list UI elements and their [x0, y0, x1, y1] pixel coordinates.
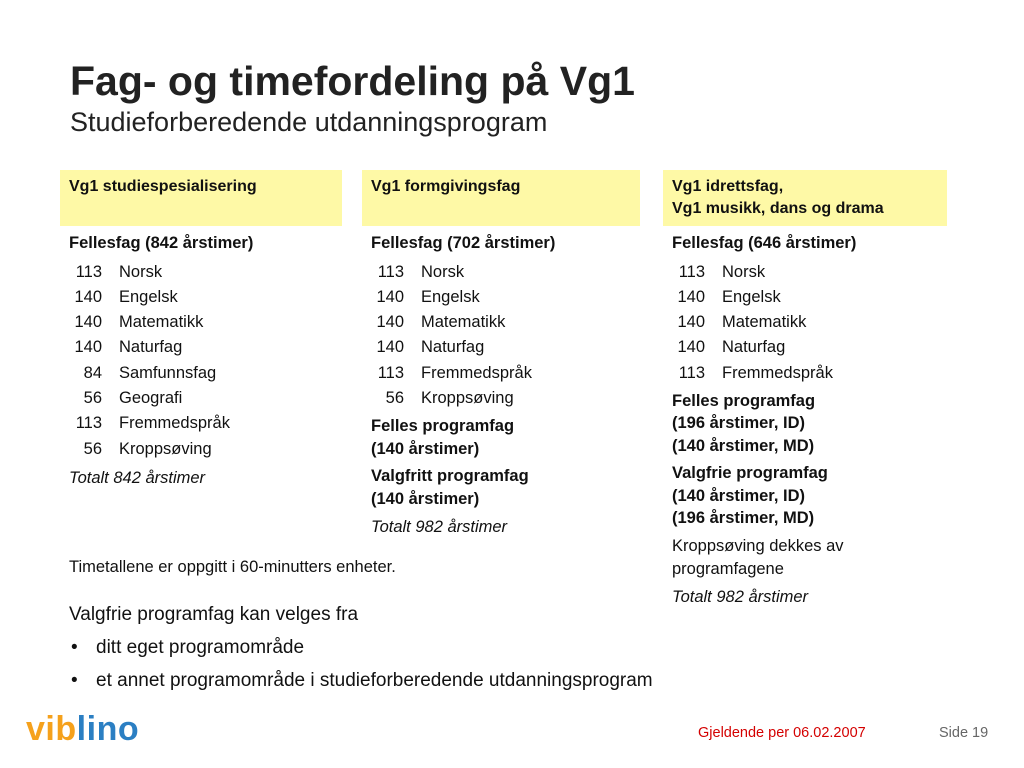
subject-name: Engelsk — [722, 287, 781, 306]
subject-name: Engelsk — [119, 287, 178, 306]
column-header-line: Vg1 musikk, dans og drama — [672, 200, 884, 217]
column-studiespesialisering — [60, 170, 342, 491]
subject-row — [69, 411, 333, 436]
subject-hours: 140 — [74, 313, 102, 332]
subject-name: Naturfag — [119, 338, 183, 357]
section-title — [672, 462, 938, 530]
subject-row — [69, 361, 333, 386]
column-header-line: Vg1 idrettsfag, — [672, 178, 784, 195]
subject-row — [371, 260, 631, 285]
subject-row — [371, 285, 631, 310]
subject-row — [672, 361, 938, 386]
bullet-text: et annet programområde i studieforberedende utdanningsprogram — [96, 670, 653, 691]
subject-hours: 113 — [678, 363, 705, 382]
subject-name: Norsk — [722, 262, 766, 281]
subject-name: Samfunnsfag — [119, 363, 217, 382]
subject-row — [69, 260, 333, 285]
bullet-item — [69, 664, 653, 697]
subject-hours: 140 — [677, 287, 705, 306]
column-note-line: Kroppsøving dekkes av — [672, 536, 844, 555]
column-header — [362, 170, 640, 226]
logo-letter: l — [76, 710, 87, 748]
subject-row — [672, 285, 938, 310]
section-title-line: (196 årstimer, ID) — [672, 414, 805, 433]
subject-row — [371, 335, 631, 360]
subject-hours: 56 — [83, 388, 102, 407]
section-title-line: Fellesfag (842 årstimer) — [69, 234, 254, 252]
section-title — [371, 415, 631, 460]
logo-letter: n — [96, 710, 118, 748]
section-title — [672, 232, 938, 255]
subject-hours: 113 — [377, 363, 404, 382]
subject-name: Naturfag — [722, 338, 786, 357]
section-title-line: Valgfritt programfag — [371, 467, 529, 486]
section-title-line: Felles programfag — [672, 391, 816, 410]
section-title — [672, 390, 938, 458]
column-header-line: Vg1 formgivingsfag — [371, 178, 521, 195]
column-body — [60, 226, 342, 491]
column-body — [663, 226, 947, 610]
subject-name: Fremmedspråk — [119, 414, 230, 433]
section-title — [371, 232, 631, 255]
logo-letter: v — [26, 710, 46, 748]
subject-row — [371, 361, 631, 386]
subject-hours: 113 — [75, 262, 102, 281]
section-title-line: (140 årstimer, MD) — [672, 436, 815, 455]
subject-hours: 140 — [74, 287, 102, 306]
subject-row — [69, 437, 333, 462]
bullet-dot: • — [71, 670, 78, 691]
subject-row — [69, 310, 333, 335]
subject-row — [69, 285, 333, 310]
subject-name: Matematikk — [722, 313, 807, 332]
section-title-line: (140 årstimer) — [371, 489, 480, 508]
section-title-line: Fellesfag (646 årstimer) — [672, 234, 857, 252]
subject-name: Kroppsøving — [421, 388, 514, 407]
column-header — [663, 170, 947, 226]
subject-row — [371, 310, 631, 335]
subject-hours: 113 — [678, 262, 705, 281]
subject-name: Naturfag — [421, 338, 485, 357]
page-title: Fag- og timefordeling på Vg1 — [70, 58, 635, 104]
column-idrettsfag-musikk — [663, 170, 947, 610]
subject-name: Geografi — [119, 388, 183, 407]
subject-hours: 113 — [75, 414, 102, 433]
subject-hours: 56 — [385, 388, 404, 407]
title-block — [70, 58, 635, 138]
column-formgivingsfag — [362, 170, 640, 541]
subject-row — [69, 335, 333, 360]
subject-hours: 140 — [376, 338, 404, 357]
column-body — [362, 226, 640, 541]
column-header-line: Vg1 studiespesialisering — [69, 178, 257, 195]
logo-letter: b — [55, 710, 77, 748]
subject-row — [69, 386, 333, 411]
subject-hours: 56 — [83, 439, 102, 458]
logo-letter: i — [45, 710, 56, 748]
bullet-dot: • — [71, 637, 78, 658]
column-note-line: programfagene — [672, 559, 784, 578]
viblino-logo — [26, 710, 139, 749]
column-total: Totalt 982 årstimer — [672, 587, 809, 606]
bullet-item — [69, 631, 653, 664]
subject-row — [672, 335, 938, 360]
subject-name: Norsk — [421, 262, 465, 281]
subject-hours: 84 — [83, 363, 102, 382]
section-title — [371, 465, 631, 510]
section-title-line: Valgfrie programfag — [672, 464, 828, 483]
logo-letter: o — [117, 710, 140, 748]
section-title — [69, 232, 333, 255]
subject-name: Matematikk — [421, 313, 506, 332]
page-number: Side 19 — [939, 725, 989, 741]
column-note — [672, 535, 938, 581]
column-total: Totalt 842 årstimer — [69, 468, 206, 487]
subject-hours: 140 — [677, 338, 705, 357]
subject-hours: 113 — [377, 262, 404, 281]
section-title-line: (196 årstimer, MD) — [672, 509, 815, 528]
subject-hours: 140 — [74, 338, 102, 357]
section-title-line: Felles programfag — [371, 417, 515, 436]
subject-name: Matematikk — [119, 313, 204, 332]
subject-hours: 140 — [376, 313, 404, 332]
subject-name: Fremmedspråk — [722, 363, 833, 382]
column-header — [60, 170, 342, 226]
subject-name: Fremmedspråk — [421, 363, 532, 382]
section-title-line: Fellesfag (702 årstimer) — [371, 234, 556, 252]
section-title-line: (140 årstimer, ID) — [672, 486, 805, 505]
units-note: Timetallene er oppgitt i 60-minutters enheter. — [69, 558, 396, 576]
logo-letter: i — [86, 710, 97, 748]
subject-name: Kroppsøving — [119, 439, 212, 458]
valgfrie-intro: Valgfrie programfag kan velges fra — [69, 604, 359, 625]
bullet-text: ditt eget programområde — [96, 637, 305, 658]
subject-row — [371, 386, 631, 411]
subject-row — [672, 260, 938, 285]
footer-date: Gjeldende per 06.02.2007 — [698, 725, 866, 741]
subject-name: Norsk — [119, 262, 163, 281]
subject-row — [672, 310, 938, 335]
subject-hours: 140 — [376, 287, 404, 306]
subject-name: Engelsk — [421, 287, 480, 306]
section-title-line: (140 årstimer) — [371, 439, 480, 458]
subject-hours: 140 — [677, 313, 705, 332]
column-total: Totalt 982 årstimer — [371, 518, 508, 537]
valgfrie-block — [69, 598, 653, 697]
page-subtitle: Studieforberedende utdanningsprogram — [70, 107, 548, 137]
